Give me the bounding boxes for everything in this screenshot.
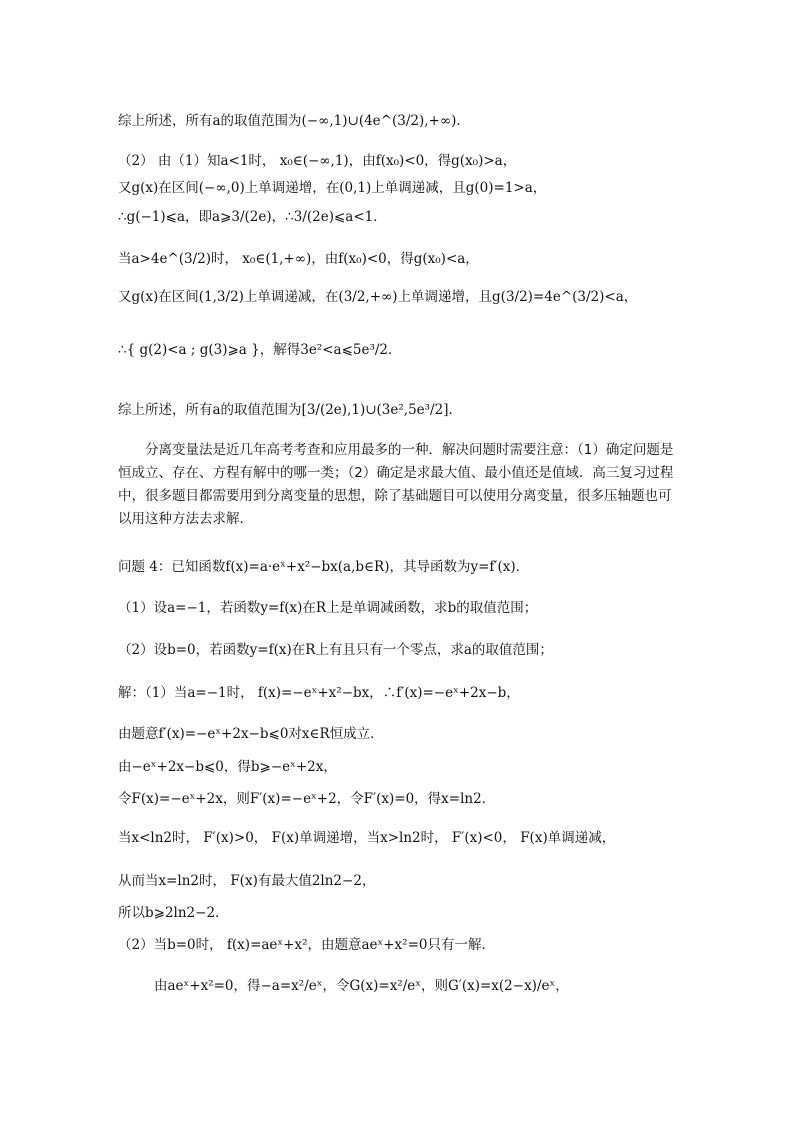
problem-4-statement: 问题 4：已知函数f(x)=a·eˣ+x²−bx(a,b∈R)，其导函数为y=f′(x)． bbox=[118, 559, 530, 575]
text-line-8: 综上所述，所有a的取值范围为[3/(2e),1)∪(3e²,5e³/2]． bbox=[118, 402, 462, 418]
text-line-5: 当a>4e^(3/2)时， x₀∈(1,+∞)，由f(x₀)<0，得g(x₀)<a， bbox=[118, 251, 479, 267]
text-line-6: 又g(x)在区间(1,3/2)上单调递减，在(3/2,+∞)上单调递增，且g(3/2)=4e^(3/2)<a， bbox=[118, 289, 638, 305]
text-line-7: ∴{ g(2)<a ; g(3)⩾a }，解得3e²<a⩽5e³/2． bbox=[118, 342, 402, 358]
solution-line-7: 所以b⩾2ln2−2． bbox=[118, 905, 229, 921]
solution-line-4: 令F(x)=−eˣ+2x，则F′(x)=−eˣ+2，令F′(x)=0，得x=ln2． bbox=[118, 791, 496, 807]
text-line-1: 综上所述，所有a的取值范围为(−∞,1)∪(4e^(3/2),+∞)． bbox=[118, 113, 470, 129]
solution-line-3: 由−eˣ+2x−b⩽0，得b⩾−eˣ+2x， bbox=[118, 759, 337, 775]
solution-line-8: （2）当b=0时， f(x)=aeˣ+x²，由题意aeˣ+x²=0只有一解． bbox=[118, 937, 495, 953]
solution-line-1: 解：（1）当a=−1时， f(x)=−eˣ+x²−bx，∴f′(x)=−eˣ+2x−b， bbox=[118, 685, 520, 701]
problem-4-part-2: （2）设b=0，若函数y=f(x)在R上有且只有一个零点，求a的取值范围； bbox=[118, 642, 553, 658]
solution-line-6: 从而当x=ln2时， F(x)有最大值2ln2−2， bbox=[118, 873, 376, 889]
solution-line-5: 当x<ln2时， F′(x)>0， F(x)单调递增，当x>ln2时， F′(x)<0， F(x)单调递减， bbox=[118, 830, 616, 846]
problem-4-part-1: （1）设a=−1，若函数y=f(x)在R上是单调减函数，求b的取值范围； bbox=[118, 600, 538, 616]
text-line-2: （2） 由（1）知a<1时， x₀∈(−∞,1)，由f(x₀)<0，得g(x₀)>a， bbox=[118, 153, 517, 169]
solution-line-9: 由aeˣ+x²=0，得−a=x²/eˣ，令G(x)=x²/eˣ，则G′(x)=x(2−x)/eˣ， bbox=[154, 978, 569, 994]
solution-line-2: 由题意f′(x)=−eˣ+2x−b⩽0对x∈R恒成立． bbox=[118, 726, 384, 742]
text-line-3: 又g(x)在区间(−∞,0)上单调递增，在(0,1)上单调递减，且g(0)=1>a， bbox=[118, 180, 547, 196]
text-line-4: ∴g(−1)⩽a，即a⩾3/(2e)，∴3/(2e)⩽a<1． bbox=[118, 209, 387, 225]
summary-paragraph: 分离变量法是近几年高考考查和应用最多的一种．解决问题时需要注意：（1）确定问题是恒成立、存在、方程有解中的哪一类；（2）确定是求最大值、最小值还是值域．高三复习过程中，很多题目都需要用到分离变量的思想，除了基础题目可以使用分离变量，很多压轴题也可以用这种方法去求解． bbox=[118, 442, 674, 527]
